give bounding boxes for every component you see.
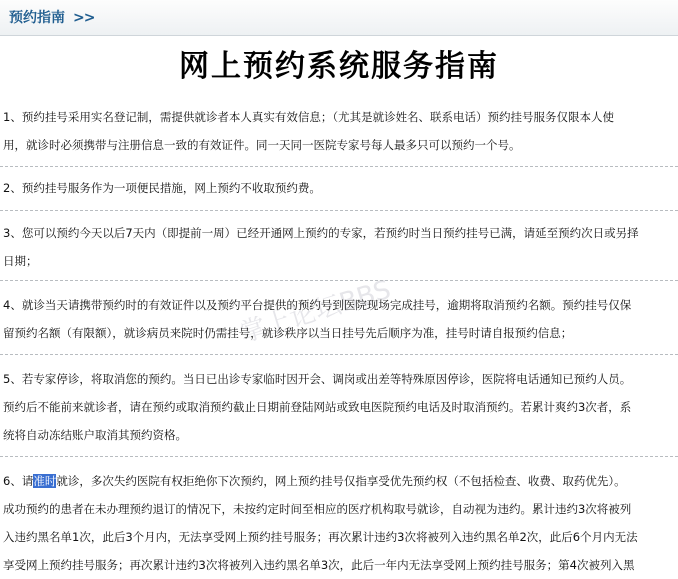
paragraph-line: 用，就诊时必须携带与注册信息一致的有效证件。同一天同一医院专家号每人最多只可以预约一个号。 — [3, 138, 521, 152]
guide-paragraph-4 — [3, 291, 673, 347]
paragraph-line: 5、若专家停诊，将取消您的预约。当日已出诊专家临时因开会、调岗或出差等特殊原因停诊，医院将电话通知已预约人员。 — [3, 372, 632, 386]
guide-paragraph-6 — [3, 467, 673, 579]
paragraph-line: 预约后不能前来就诊者，请在预约或取消预约截止日期前登陆网站或致电医院预约电话及时取消预约。若累计爽约3次者，系 — [3, 400, 632, 414]
svg-text:掌上论坛BBS: 掌上论坛BBS — [236, 274, 395, 349]
paragraph-line: 成功预约的患者在未办理预约退订的情况下，未按约定时间至相应的医疗机构取号就诊，自动视为违约。累计违约3次将被列 — [3, 502, 632, 516]
guide-paragraph-1 — [3, 103, 673, 159]
guide-paragraph-5 — [3, 365, 673, 449]
paragraph-line: 享受网上预约挂号服务；再次累计违约3次将被列入违约黑名单3次，此后一年内无法享受网上预约挂号服务；第4次被列入黑 — [3, 558, 635, 572]
section-header — [9, 9, 94, 27]
paragraph-line: 留预约名额（有限额），就诊病员来院时仍需挂号，就诊秩序以当日挂号先后顺序为准，挂号时请自报预约信息； — [3, 326, 573, 340]
paragraph-line: 2、预约挂号服务作为一项便民措施，网上预约不收取预约费。 — [3, 181, 321, 195]
section-header-title: 预约指南 — [9, 10, 65, 26]
paragraph-line: 1、预约挂号采用实名登记制，需提供就诊者本人真实有效信息；（尤其是就诊姓名、联系电话）预约挂号服务仅限本人使 — [3, 110, 615, 124]
selected-text: 准时 — [33, 474, 57, 488]
paragraph-line: 日期； — [3, 254, 38, 268]
paragraph-line — [3, 467, 673, 495]
paragraph-text: 6、请 — [3, 474, 34, 488]
paragraph-line: 3、您可以预约今天以后7天内（即提前一周）已经开通网上预约的专家，若预约时当日预约挂号已满，请延至预约次日或另择 — [3, 226, 639, 240]
paragraph-line: 入违约黑名单1次，此后3个月内，无法享受网上预约挂号服务；再次累计违约3次将被列入违约黑名单2次，此后6个月内无法 — [3, 530, 638, 544]
document-title: 网上预约系统服务指南 — [179, 49, 499, 84]
divider — [0, 210, 678, 211]
divider — [0, 456, 678, 457]
divider — [0, 280, 678, 281]
guide-paragraph-3 — [3, 219, 673, 275]
paragraph-text: 就诊，多次失约医院有权拒绝你下次预约，网上预约挂号仅指享受优先预约权（不包括检查、收费、取药优先）。 — [56, 474, 626, 488]
guide-paragraph-2 — [3, 174, 673, 202]
paragraph-line: 4、就诊当天请携带预约时的有效证件以及预约平台提供的预约号到医院现场完成挂号，逾期将取消预约名额。预约挂号仅保 — [3, 298, 632, 312]
divider — [0, 166, 678, 167]
paragraph-line: 统将自动冻结账户取消其预约资格。 — [3, 428, 187, 442]
divider — [0, 354, 678, 355]
section-header-bar — [0, 0, 678, 36]
chevron-right-icon: >> — [73, 10, 95, 26]
